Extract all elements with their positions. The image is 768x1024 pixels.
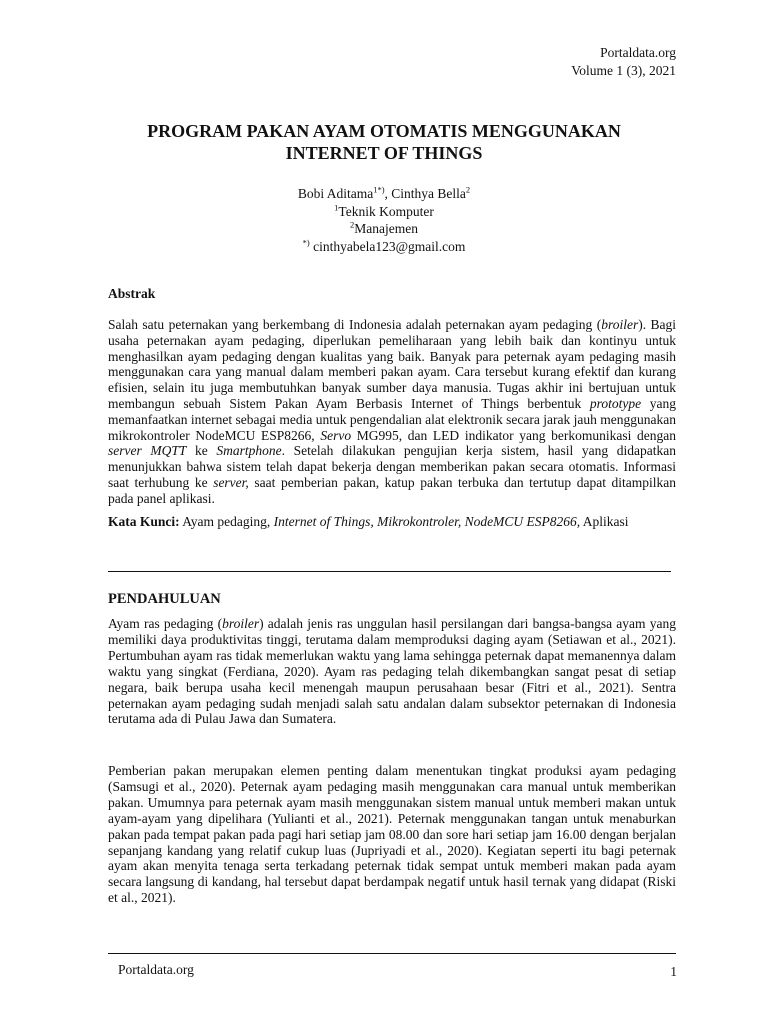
affiliation-1-mark: 1 xyxy=(334,202,339,212)
abstract-part: MG995, dan LED indikator yang berkomunikasi dengan xyxy=(351,427,676,443)
header-journal-name: Portaldata.org xyxy=(600,45,676,60)
email-address: cinthyabela123@gmail.com xyxy=(313,238,466,254)
affiliation-1 xyxy=(100,203,668,221)
running-header xyxy=(571,44,676,80)
abstract-part: ). Bagi usaha peternakan ayam pedaging, diperlukan pemeliharaan yang lebih baik dan kontinyu untuk menghasilkan ayam pedaging dengan kualitas yang baik. Banyak para peternak ayam pedaging masih menggunakan cara yang manual dalam memberi pakan ayam. Cara tersebut kurang efektif dan kurang efisien, selain itu juga membutuhkan banyak sumber daya manusia. Tugas akhir ini bertujuan untuk membangun sebuah Sistem Pakan Ayam Berbasis Internet of Things berbentuk xyxy=(108,317,676,411)
abstract-part: saat pemberian pakan, katup pakan terbuka dan tertutup dapat ditampilkan pada panel aplikasi. xyxy=(108,474,677,506)
author-2-name: Cinthya Bella xyxy=(391,186,466,201)
affiliation-2-mark: 2 xyxy=(350,219,355,230)
abstract-heading: Abstrak xyxy=(108,286,156,301)
keyword-text: Ayam pedaging, xyxy=(179,514,274,529)
intro-paragraph-2: Pemberian pakan merupakan elemen penting dalam menentukan tingkat produksi ayam pedaging (Samsugi et al., 2020). Peternak ayam pedaging masih menggunakan cara manual untuk memberikan pakan. Umumnya para peternak ayam masih menggunakan sistem manual untuk memberi makan untuk ayam-ayam yang dipelihara (Yulianti et al., 2021). Peternak menggunakan tangan untuk menaburkan pakan pada tempat pakan pada pagi hari setiap jam 08.00 dan sore hari setiap jam 16.00 dengan berjalan sepanjang kandang yang relatif cukup luas (Jupriyadi et al., 2020). Kegiatan seperti itu bagi peternak ayam akan menyita tenaga serta terkadang peternak tidak sempat untuk memberi makan pada ayam secara langsung di kandang, hal tersebut dapat berdampak negatif untuk hasil ternak yang didapat (Riski et al., 2021). xyxy=(108,763,676,906)
author-separator: , xyxy=(384,186,392,201)
paragraph-italic-term: broiler xyxy=(222,616,260,631)
page-number: 1 xyxy=(670,964,677,979)
abstract-part: ke xyxy=(186,443,217,459)
author-block xyxy=(100,185,668,255)
abstract-italic-term: Servo xyxy=(320,427,352,443)
author-1-mark: 1*) xyxy=(373,184,385,195)
abstract-part: Salah satu peternakan yang berkembang di Indonesia adalah peternakan ayam pedaging ( xyxy=(108,317,602,332)
header-volume: Volume 1 (3), 2021 xyxy=(571,63,676,78)
keywords-label: Kata Kunci: xyxy=(108,514,180,529)
footer-divider xyxy=(108,953,676,954)
affiliation-2-text: Manajemen xyxy=(354,221,418,236)
keywords-line xyxy=(108,514,676,530)
abstract-italic-term: prototype xyxy=(589,395,642,411)
abstract-text xyxy=(108,317,676,507)
paragraph-part: ) adalah jenis ras unggulan hasil persilangan dari bangsa-bangsa ayam yang memiliki daya produktivitas tinggi, terutama dalam memproduksi daging ayam (Setiawan et al., 2021). Pertumbuhan ayam ras tidak memerlukan waktu yang lama sehingga peternak dapat memanennya dalam waktu yang singkat (Ferdiana, 2020). Ayam ras pedaging telah dikembangkan sangat pesat di setiap negara, baik berupa usaha kecil menengah maupun perusahaan besar (Fitri et al., 2021). Sentra peternakan ayam pedaging sudah menjadi salah satu andalan dalam subsektor peternakan di Indonesia terutama ada di Pulau Jawa dan Sumatera. xyxy=(108,616,676,727)
intro-paragraph-1 xyxy=(108,616,676,727)
paragraph-part: Ayam ras pedaging ( xyxy=(108,616,223,631)
section-divider xyxy=(108,571,671,572)
abstract-italic-term: server, xyxy=(213,474,249,490)
abstract-italic-term: broiler xyxy=(601,317,639,332)
affiliation-2 xyxy=(100,220,668,238)
abstract-italic-term: server MQTT xyxy=(108,443,187,459)
title-line-2: INTERNET OF THINGS xyxy=(285,143,483,163)
author-2-mark: 2 xyxy=(465,184,471,195)
keyword-italic-text: Internet of Things, Mikrokontroler, NodeMCU ESP8266, xyxy=(273,514,581,529)
abstract-italic-term: Smartphone xyxy=(216,443,282,459)
corresponding-email xyxy=(100,238,668,256)
keyword-text: Aplikasi xyxy=(580,514,629,529)
abstract-part: . Setelah dilakukan pengujian kerja sistem, hasil yang didapatkan menunjukkan bahwa sistem telah dapat bekerja dengan memberikan pakan secara otomatis. Informasi saat terhubung ke xyxy=(108,443,677,490)
paper-title xyxy=(100,120,668,164)
author-names xyxy=(100,185,668,203)
abstract-part: yang memanfaatkan internet sebagai media untuk pengendalian alat elektronik secara jarak jauh menggunakan mikrokontroler NodeMCU ESP8266, xyxy=(108,395,676,443)
author-1-name: Bobi Aditama xyxy=(297,186,374,201)
section-heading: PENDAHULUAN xyxy=(108,591,221,607)
email-mark: *) xyxy=(302,237,310,247)
title-line-1: PROGRAM PAKAN AYAM OTOMATIS MENGGUNAKAN xyxy=(147,121,621,141)
footer-journal-name: Portaldata.org xyxy=(118,962,194,977)
affiliation-1-text: Teknik Komputer xyxy=(338,203,434,219)
